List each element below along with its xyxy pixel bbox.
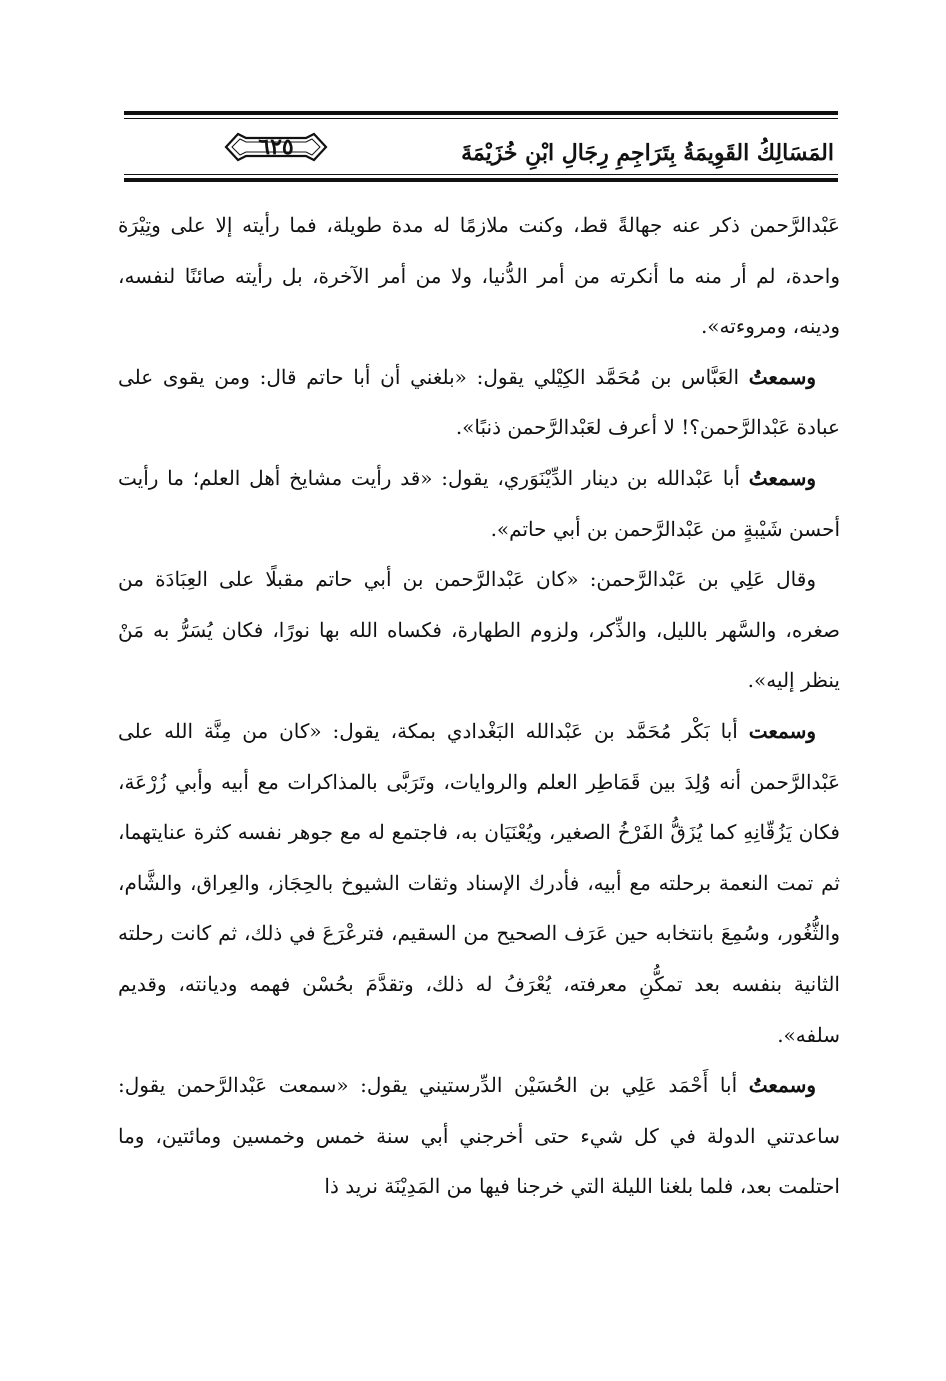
paragraph-text: أبا أَحْمَد عَلِي بن الحُسَيْن الدِّرستيني يقول: «سمعت عَبْدالرَّحمن يقول: ساعدتني الدولة في كل شيء حتى أخرجني أبي سنة خمس وخمسين ومائتين، وما احتلمت بعد، فلما بلغنا الليلة التي خرجنا فيها من المَدِيْنَة نريد ذا	[118, 1073, 840, 1199]
paragraph-text: العَبَّاس بن مُحَمَّد الكِيْلي يقول: «بلغني أن أبا حاتم قال: ومن يقوى على عبادة عَبْدالرَّحمن؟! لا أعرف لعَبْدالرَّحمن ذنبًا».	[118, 364, 840, 440]
paragraph	[118, 1060, 840, 1212]
page-number: ٦٢٥	[258, 134, 294, 160]
header-rule-bottom-thick	[124, 178, 838, 182]
page-number-ornament	[224, 126, 328, 168]
header-rule-top-thick	[124, 111, 838, 115]
paragraph-lead: وسمعتُ	[748, 364, 816, 389]
paragraph	[118, 352, 840, 453]
paragraph	[118, 453, 840, 554]
paragraph	[118, 200, 840, 352]
paragraph-text: أبا بَكْر مُحَمَّد بن عَبْدالله البَغْدادي بمكة، يقول: «كان من مِنَّة الله على عَبْدالرَّحمن أنه وُلِدَ بين قَمَاطِر العلم والروايات، وتَرَبَّى بالمذاكرات مع أبيه وأبي زُرْعَة، فكان يَزُقّانِهِ كما يُزَقُّ الفَرْخُ الصغير، ويُعْنَيَان به، فاجتمع له مع جوهر نفسه كثرة عنايتهما، ثم تمت النعمة برحلته مع أبيه، فأدرك الإسناد وثقات الشيوخ بالحِجَاز، والعِراق، والشَّام، والثُّغُور، وسُمِعَ بانتخابه حين عَرَف الصحيح من السقيم، فترعْرَعَ في ذلك، ثم كانت رحلته الثانية بنفسه بعد تمكُّنِ معرفته، يُعْرَفُ له ذلك، وتقدَّمَ بحُسْن فهمه وديانته، وقديم سلفه».	[118, 718, 840, 1047]
paragraph-lead: وسمعت	[748, 718, 816, 743]
body-text	[118, 200, 840, 1212]
paragraph	[118, 706, 840, 1060]
paragraph-text: أبا عَبْدالله بن دينار الدِّيْنَوَري، يقول: «قد رأيت مشايخ أهل العلم؛ ما رأيت أحسن شَيْبةٍ من عَبْدالرَّحمن بن أبي حاتم».	[118, 465, 840, 541]
paragraph-lead: وسمعتُ	[748, 465, 816, 490]
running-header	[124, 104, 838, 184]
header-rule-bottom-thin	[124, 174, 838, 175]
paragraph	[118, 554, 840, 706]
paragraph-text: وقال عَلِي بن عَبْدالرَّحمن: «كان عَبْدالرَّحمن بن أبي حاتم مقبلًا على العِبَادَة من صغره، والسَّهر بالليل، والذِّكر، ولزوم الطهارة، فكساه الله بها نورًا، فكان يُسَرُّ به مَنْ ينظر إليه».	[118, 567, 840, 693]
header-rule-top-thin	[124, 118, 838, 119]
book-title: المَسَالِكُ القَوِيمَةُ بِتَرَاجِمِ رِجَالِ ابْنِ خُزَيْمَةَ	[461, 140, 834, 166]
paragraph-text: عَبْدالرَّحمن ذكر عنه جهالةً قط، وكنت ملازمًا له مدة طويلة، فما رأيته إلا على وتِيْرَة واحدة، لم أر منه ما أنكرته من أمر الدُّنيا، ولا من أمر الآخرة، بل رأيته صائنًا لنفسه، ودينه، ومروءته».	[118, 213, 840, 339]
paragraph-lead: وسمعتُ	[748, 1073, 816, 1098]
